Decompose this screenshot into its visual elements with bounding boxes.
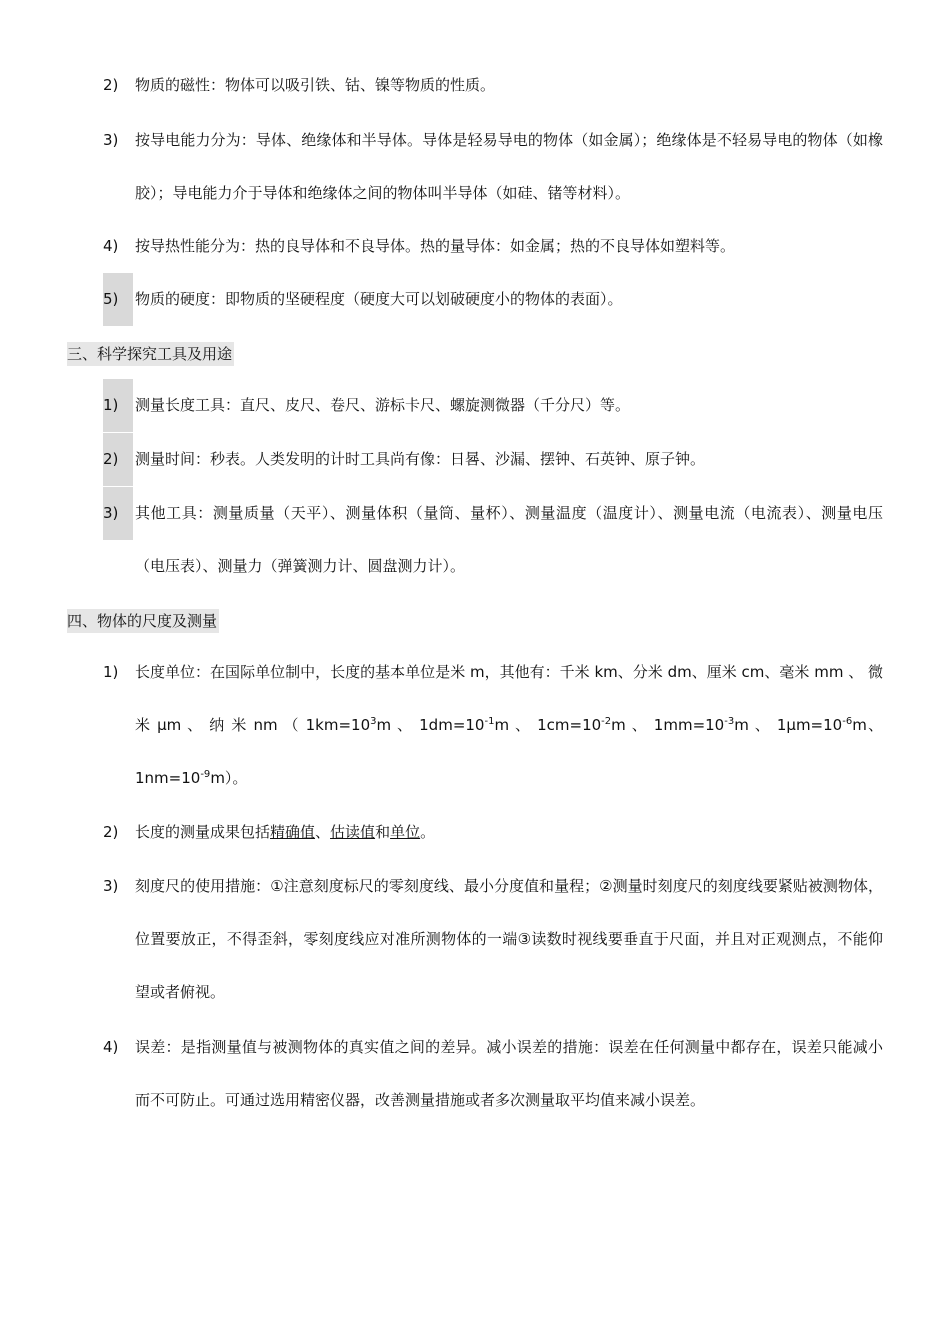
exponent: -3 xyxy=(724,716,735,727)
list-item-text: 按导热性能分为：热的良导体和不良导体。热的量导体：如金属；热的不良导体如塑料等。 xyxy=(135,237,736,255)
list-item xyxy=(103,646,883,805)
list-item-number: 4) xyxy=(103,1038,119,1056)
text-run: m 、 1dm=10 xyxy=(376,716,485,734)
text-run: m、1nm=10 xyxy=(135,716,883,787)
exponent: 3 xyxy=(370,716,377,727)
list-item xyxy=(103,806,883,859)
exponent: -2 xyxy=(601,716,612,727)
list-item xyxy=(103,860,883,1019)
list-item-number: 2) xyxy=(103,76,119,94)
list-item-number: 3) xyxy=(103,131,119,149)
list-item-text: 测量时间：秒表。人类发明的计时工具尚有像：日晷、沙漏、摆钟、石英钟、原子钟。 xyxy=(135,450,706,468)
text-run: 长度的测量成果包括 xyxy=(135,823,271,841)
text-run: m 、 1μm=10 xyxy=(734,716,843,734)
text-run: 和 xyxy=(375,823,391,841)
list-item-text: 刻度尺的使用措施：①注意刻度标尺的零刻度线、最小分度值和量程；②测量时刻度尺的刻度线要紧贴被测物体，位置要放正，不得歪斜，零刻度线应对准所测物体的一端③读数时视线要垂直于尺面，并且对正观测点，不能仰望或者俯视。 xyxy=(135,877,883,1001)
text-run: m 、 1cm=10 xyxy=(494,716,602,734)
list-item-text: 物质的磁性：物体可以吸引铁、钴、镍等物质的性质。 xyxy=(135,76,496,94)
list-item-number: 1) xyxy=(103,663,119,681)
list-item-text: 测量长度工具：直尺、皮尺、卷尺、游标卡尺、螺旋测微器（千分尺）等。 xyxy=(135,396,631,414)
list-item-number: 2) xyxy=(103,823,119,841)
list-item-text: 物质的硬度：即物质的坚硬程度（硬度大可以划破硬度小的物体的表面）。 xyxy=(135,290,623,308)
list-item xyxy=(103,379,883,432)
list-item xyxy=(103,220,883,273)
section-heading: 三、科学探究工具及用途 xyxy=(67,342,234,366)
text-run: 长度单位：在国际单位制中，长度的基本单位是米 m，其他有：千米 km、分米 dm、厘米 cm、毫米 mm 、 微 米 μm 、 纳 米 nm （ 1km=10 xyxy=(135,663,883,734)
text-run: m）。 xyxy=(210,769,248,787)
section-heading: 四、物体的尺度及测量 xyxy=(67,609,219,633)
list-item-text: 其他工具：测量质量（天平）、测量体积（量筒、量杯）、测量温度（温度计）、测量电流（电流表）、测量电压（电压表）、测量力（弹簧测力计、圆盘测力计）。 xyxy=(135,504,883,575)
list-item-text xyxy=(135,806,883,859)
list-item xyxy=(103,1021,883,1127)
list-item-number: 3) xyxy=(103,877,119,895)
exponent: -1 xyxy=(484,716,495,727)
underlined-term: 单位 xyxy=(390,823,421,841)
list-item-number: 4) xyxy=(103,237,119,255)
text-run: m 、 1mm=10 xyxy=(611,716,725,734)
list-item xyxy=(103,59,883,112)
exponent: -9 xyxy=(200,769,211,780)
underlined-term: 精确值 xyxy=(270,823,316,841)
list-item-text xyxy=(135,646,883,805)
list-item-number: 1) xyxy=(103,379,133,432)
text-run: 、 xyxy=(315,823,331,841)
list-item xyxy=(103,433,883,486)
text-run: 。 xyxy=(420,823,436,841)
list-item-number: 2) xyxy=(103,433,133,486)
list-item xyxy=(103,273,883,326)
list-item-text: 误差：是指测量值与被测物体的真实值之间的差异。减小误差的措施：误差在任何测量中都存在，误差只能减小而不可防止。可通过选用精密仪器，改善测量措施或者多次测量取平均值来减小误差。 xyxy=(135,1038,883,1109)
list-item xyxy=(103,487,883,593)
list-item-number: 5) xyxy=(103,273,133,326)
list-item-text: 按导电能力分为：导体、绝缘体和半导体。导体是轻易导电的物体（如金属）；绝缘体是不轻易导电的物体（如橡胶）；导电能力介于导体和绝缘体之间的物体叫半导体（如硅、锗等材料）。 xyxy=(135,131,883,202)
exponent: -6 xyxy=(842,716,853,727)
list-item xyxy=(103,114,883,220)
underlined-term: 估读值 xyxy=(330,823,376,841)
list-item-number: 3) xyxy=(103,487,133,540)
